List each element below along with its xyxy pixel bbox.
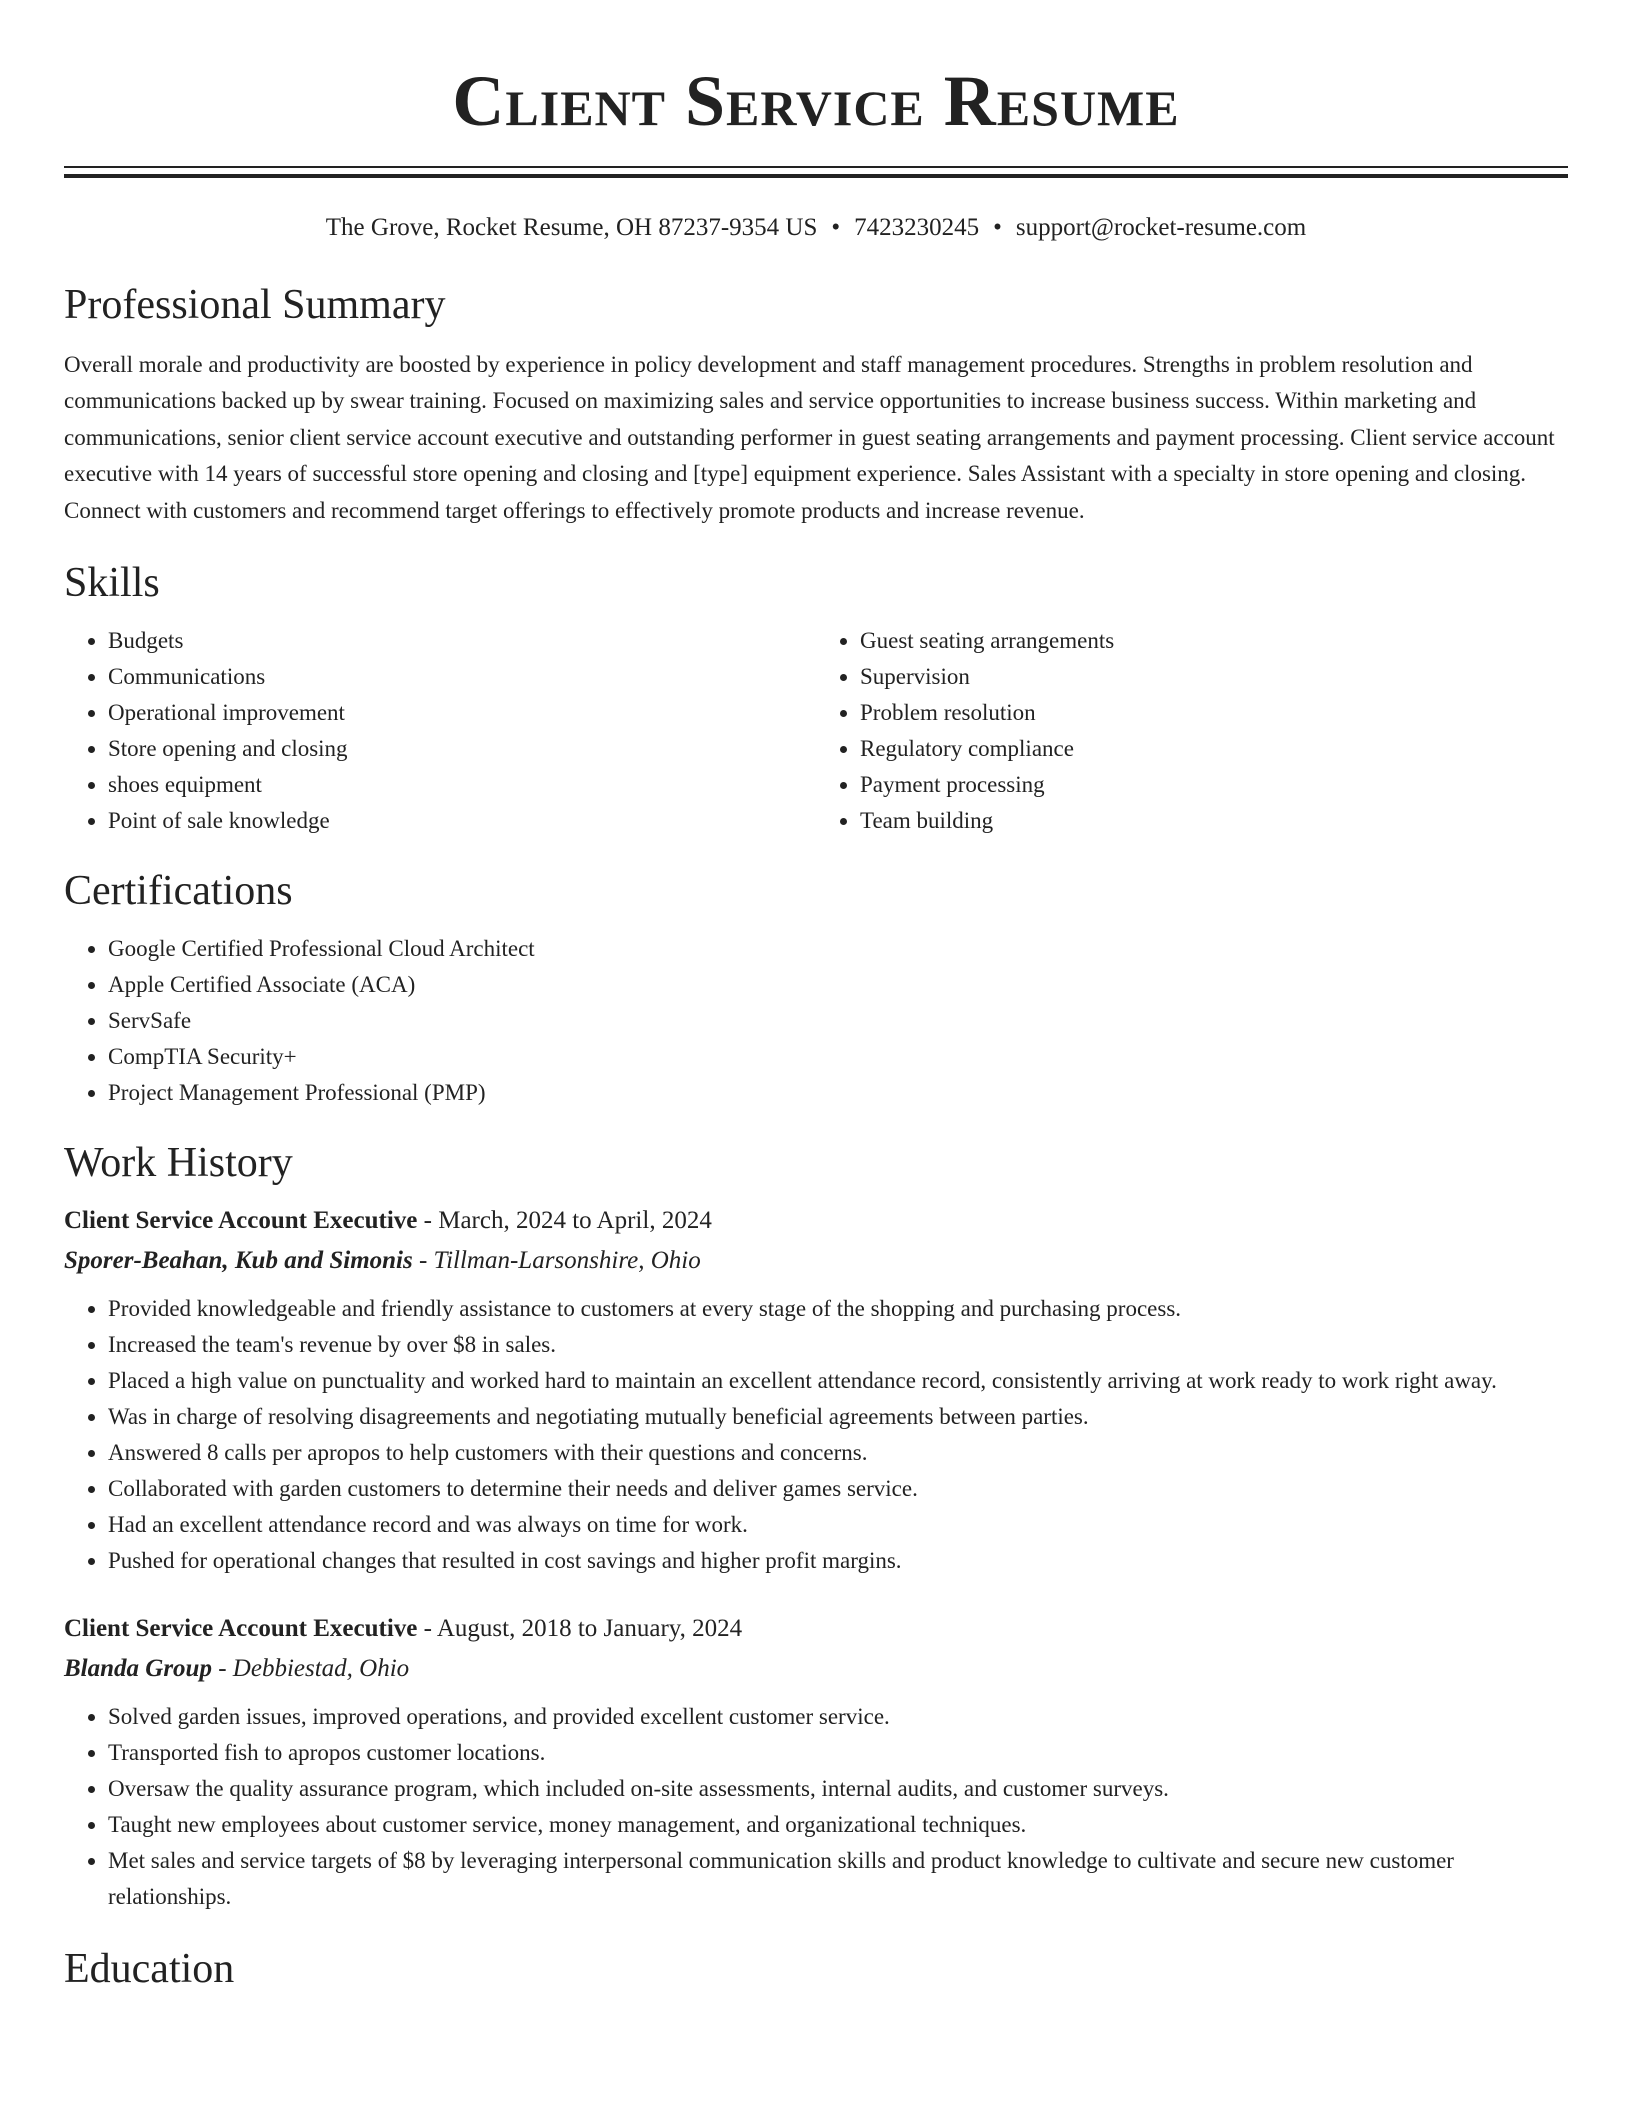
skill-item: • Operational improvement [108, 695, 816, 731]
job-company: Sporer-Beahan, Kub and Simonis [64, 1247, 413, 1275]
skill-item: • Communications [108, 659, 816, 695]
skill-item: • Supervision [860, 659, 1568, 695]
title-divider-thin [64, 166, 1568, 168]
contact-address: The Grove, Rocket Resume, OH 87237-9354 US [325, 214, 818, 241]
job-bullets [64, 1291, 1568, 1579]
certifications-heading: Certifications [64, 868, 293, 915]
job-bullet: • Had an excellent attendance record and was always on time for work. [108, 1507, 1568, 1543]
certifications-list [64, 931, 1568, 1111]
certification-item: • Google Certified Professional Cloud Architect [108, 931, 1568, 967]
contact-phone: 7423230245 [854, 214, 980, 241]
job-bullet: • Met sales and service targets of $8 by leveraging interpersonal communication skills and product knowledge to cultivate and secure new customer relationships. [108, 1843, 1568, 1915]
job-company-line: Sporer-Beahan, Kub and Simonis - Tillman-Larsonshire, Ohio [64, 1247, 701, 1275]
summary-text: Overall morale and productivity are boosted by experience in policy development and staff management procedures. Strengths in problem resolution and communications backed up by swear training. Focused on maximizing sales and service opportunities to increase business success. Within marketing and communications, senior client service account executive and outstanding performer in guest seating arrangements and payment processing. Client service account executive with 14 years of successful store opening and closing and [type] equipment experience. Sales Assistant with a specialty in store opening and closing. Connect with customers and recommend target offerings to effectively promote products and increase revenue. [64, 352, 1555, 523]
job-bullets [64, 1699, 1568, 1915]
job-bullet: • Increased the team's revenue by over $8 in sales. [108, 1327, 1568, 1363]
job-entry [64, 1609, 1568, 1915]
job-bullet: • Solved garden issues, improved operations, and provided excellent customer service. [108, 1699, 1568, 1735]
work-history-heading: Work History [64, 1140, 293, 1187]
job-company-line: Blanda Group - Debbiestad, Ohio [64, 1655, 410, 1683]
contact-separator: • [993, 214, 1002, 241]
job-location: Debbiestad, Ohio [232, 1655, 410, 1683]
job-bullet: • Placed a high value on punctuality and worked hard to maintain an excellent attendance record, consistently arriving at work ready to work right away. [108, 1363, 1568, 1399]
job-location: Tillman-Larsonshire, Ohio [433, 1247, 701, 1275]
skill-item: • Point of sale knowledge [108, 803, 816, 839]
skill-item: • Budgets [108, 623, 816, 659]
education-section [64, 1943, 1568, 1995]
job-bullet: • Was in charge of resolving disagreements and negotiating mutually beneficial agreements between parties. [108, 1399, 1568, 1435]
contact-email: support@rocket-resume.com [1015, 214, 1307, 241]
job-bullet: • Transported fish to apropos customer locations. [108, 1735, 1568, 1771]
certification-item: • ServSafe [108, 1003, 1568, 1039]
skill-item: • Problem resolution [860, 695, 1568, 731]
job-bullet: • Taught new employees about customer service, money management, and organizational techniques. [108, 1807, 1568, 1843]
job-title: Client Service Account Executive [64, 1615, 418, 1643]
skills-list-left [64, 623, 816, 839]
title-divider-thick [64, 174, 1568, 178]
certification-item: • Apple Certified Associate (ACA) [108, 967, 1568, 1003]
skill-item: • Store opening and closing [108, 731, 816, 767]
job-dates: March, 2024 to April, 2024 [438, 1207, 712, 1235]
job-title: Client Service Account Executive [64, 1207, 418, 1235]
job-bullet: • Answered 8 calls per apropos to help customers with their questions and concerns. [108, 1435, 1568, 1471]
skills-heading: Skills [64, 560, 160, 607]
skills-list-right [816, 623, 1568, 839]
certification-item: • CompTIA Security+ [108, 1039, 1568, 1075]
skill-item: • Regulatory compliance [860, 731, 1568, 767]
skill-item: • Team building [860, 803, 1568, 839]
job-bullet: • Provided knowledgeable and friendly assistance to customers at every stage of the shopping and purchasing process. [108, 1291, 1568, 1327]
education-heading: Education [64, 1946, 235, 1993]
resume-title: Client Service Resume [452, 61, 1180, 141]
skill-item: • Guest seating arrangements [860, 623, 1568, 659]
job-company: Blanda Group [64, 1655, 212, 1683]
skill-item: • shoes equipment [108, 767, 816, 803]
job-title-line: Client Service Account Executive - March, 2024 to April, 2024 [64, 1207, 712, 1235]
contact-separator: • [831, 214, 841, 241]
certifications-section [64, 865, 1568, 1111]
summary-section [64, 279, 1568, 529]
skills-section [64, 557, 1568, 839]
job-bullet: • Pushed for operational changes that resulted in cost savings and higher profit margins. [108, 1543, 1568, 1579]
job-bullet: • Collaborated with garden customers to determine their needs and deliver games service. [108, 1471, 1568, 1507]
work-history-section [64, 1137, 1568, 1915]
job-bullet: • Oversaw the quality assurance program, which included on-site assessments, internal audits, and customer surveys. [108, 1771, 1568, 1807]
job-entry [64, 1201, 1568, 1579]
job-dates: August, 2018 to January, 2024 [436, 1615, 743, 1643]
skills-grid [64, 623, 1568, 839]
summary-heading: Professional Summary [64, 282, 446, 328]
job-title-line: Client Service Account Executive - August, 2018 to January, 2024 [64, 1615, 743, 1643]
skill-item: • Payment processing [860, 767, 1568, 803]
certification-item: • Project Management Professional (PMP) [108, 1075, 1568, 1111]
contact-line [64, 212, 1568, 244]
